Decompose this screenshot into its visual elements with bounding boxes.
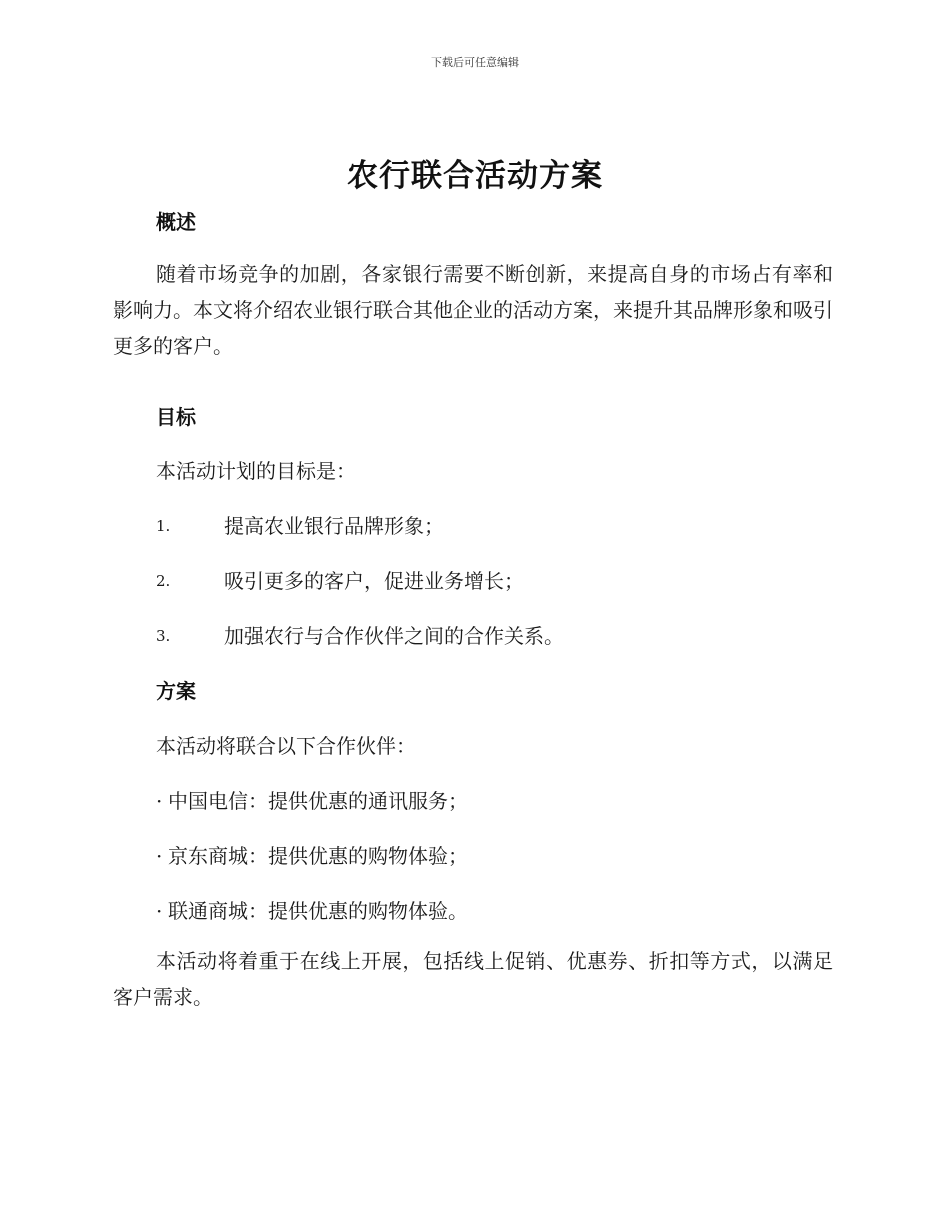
goals-intro: 本活动计划的目标是： — [156, 459, 356, 483]
bullet-text: 联通商城：提供优惠的购物体验。 — [168, 899, 468, 923]
section-heading-plan: 方案 — [156, 679, 196, 703]
bullet-text: 京东商城：提供优惠的购物体验； — [168, 844, 468, 868]
bullet-dot: · — [156, 899, 163, 923]
bullet-item — [156, 785, 468, 814]
list-item-number: 2. — [156, 572, 171, 590]
list-item-number: 3. — [156, 627, 171, 645]
bullet-text: 中国电信：提供优惠的通讯服务； — [168, 789, 468, 813]
bullet-item — [156, 895, 468, 924]
plan-closing-paragraph: 本活动将着重于在线上开展，包括线上促销、优惠券、折扣等方式，以满足客户需求。 — [113, 949, 833, 1009]
bullet-dot: · — [156, 844, 163, 868]
list-item-text: 吸引更多的客户，促进业务增长； — [224, 569, 524, 593]
list-item-text: 加强农行与合作伙伴之间的合作关系。 — [224, 624, 564, 648]
header-note: 下载后可任意编辑 — [431, 56, 519, 69]
list-item-text: 提高农业银行品牌形象； — [224, 514, 444, 538]
bullet-dot: · — [156, 789, 163, 813]
section-heading-goals: 目标 — [156, 405, 196, 429]
list-item — [156, 620, 564, 649]
overview-paragraph: 随着市场竞争的加剧，各家银行需要不断创新，来提高自身的市场占有率和影响力。本文将介绍农业银行联合其他企业的活动方案，来提升其品牌形象和吸引更多的客户。 — [113, 262, 833, 358]
document-title: 农行联合活动方案 — [347, 158, 603, 194]
list-item — [156, 510, 444, 539]
plan-intro: 本活动将联合以下合作伙伴： — [156, 734, 416, 758]
list-item — [156, 565, 524, 594]
list-item-number: 1. — [156, 517, 171, 535]
section-heading-overview: 概述 — [156, 210, 196, 234]
bullet-item — [156, 840, 468, 869]
